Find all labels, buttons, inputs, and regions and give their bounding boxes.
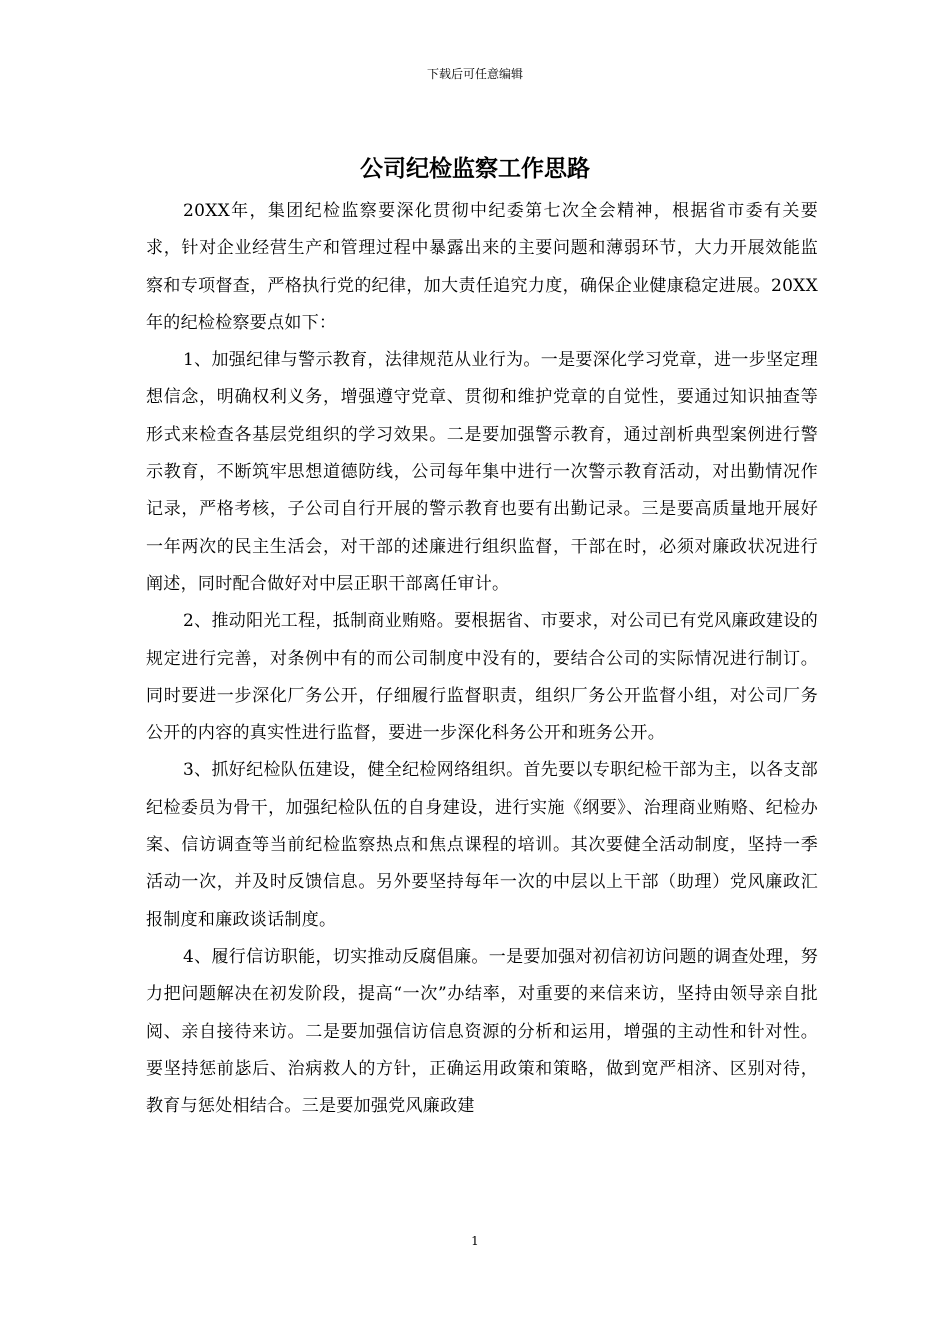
section-3-paragraph: 3、抓好纪检队伍建设，健全纪检网络组织。首先要以专职纪检干部为主，以各支部纪检委员为骨干，加强纪检队伍的自身建设，进行实施《纲要》、治理商业贿赂、纪检办案、信访调查等当前纪检监察热点和焦点课程的培训。其次要健全活动制度，坚持一季活动一次，并及时反馈信息。另外要坚持每年一次的中层以上干部（助理）党风廉政汇报制度和廉政谈话制度。 [146, 760, 818, 930]
section-4-paragraph: 4、履行信访职能，切实推动反腐倡廉。一是要加强对初信初访问题的调查处理，努力把问题解决在初发阶段，提高“一次”办结率，对重要的来信来访，坚持由领导亲自批阅、亲自接待来访。二是要加强信访信息资源的分析和运用，增强的主动性和针对性。要坚持惩前毖后、治病救人的方针，正确运用政策和策略，做到宽严相济、区别对待，教育与惩处相结合。三是要加强党风廉政建 [146, 946, 818, 1117]
page-number: 1 [471, 1234, 479, 1248]
intro-paragraph: 20XX年，集团纪检监察要深化贯彻中纪委第七次全会精神，根据省市委有关要求，针对企业经营生产和管理过程中暴露出来的主要问题和薄弱环节，大力开展效能监察和专项督查，严格执行党的纪律，加大责任追究力度，确保企业健康稳定进展。20XX年的纪检检察要点如下： [146, 201, 818, 333]
document-title: 公司纪检监察工作思路 [360, 155, 590, 182]
header-note: 下载后可任意编辑 [426, 67, 523, 81]
section-2-paragraph: 2、推动阳光工程，抵制商业贿赂。要根据省、市要求，对公司已有党风廉政建设的规定进行完善，对条例中有的而公司制度中没有的，要结合公司的实际情况进行制订。同时要进一步深化厂务公开，仔细履行监督职责，组织厂务公开监督小组，对公司厂务公开的内容的真实性进行监督，要进一步深化科务公开和班务公开。 [146, 611, 818, 744]
section-1-paragraph: 1、加强纪律与警示教育，法律规范从业行为。一是要深化学习党章，进一步坚定理想信念，明确权利义务，增强遵守党章、贯彻和维护党章的自觉性，要通过知识抽查等形式来检查各基层党组织的学习效果。二是要加强警示教育，通过剖析典型案例进行警示教育，不断筑牢思想道德防线，公司每年集中进行一次警示教育活动，对出勤情况作记录，严格考核，子公司自行开展的警示教育也要有出勤记录。三是要高质量地开展好一年两次的民主生活会，对干部的述廉进行组织监督，干部在时，必须对廉政状况进行阐述，同时配合做好对中层正职干部离任审计。 [146, 350, 818, 594]
document-body [146, 193, 818, 1125]
